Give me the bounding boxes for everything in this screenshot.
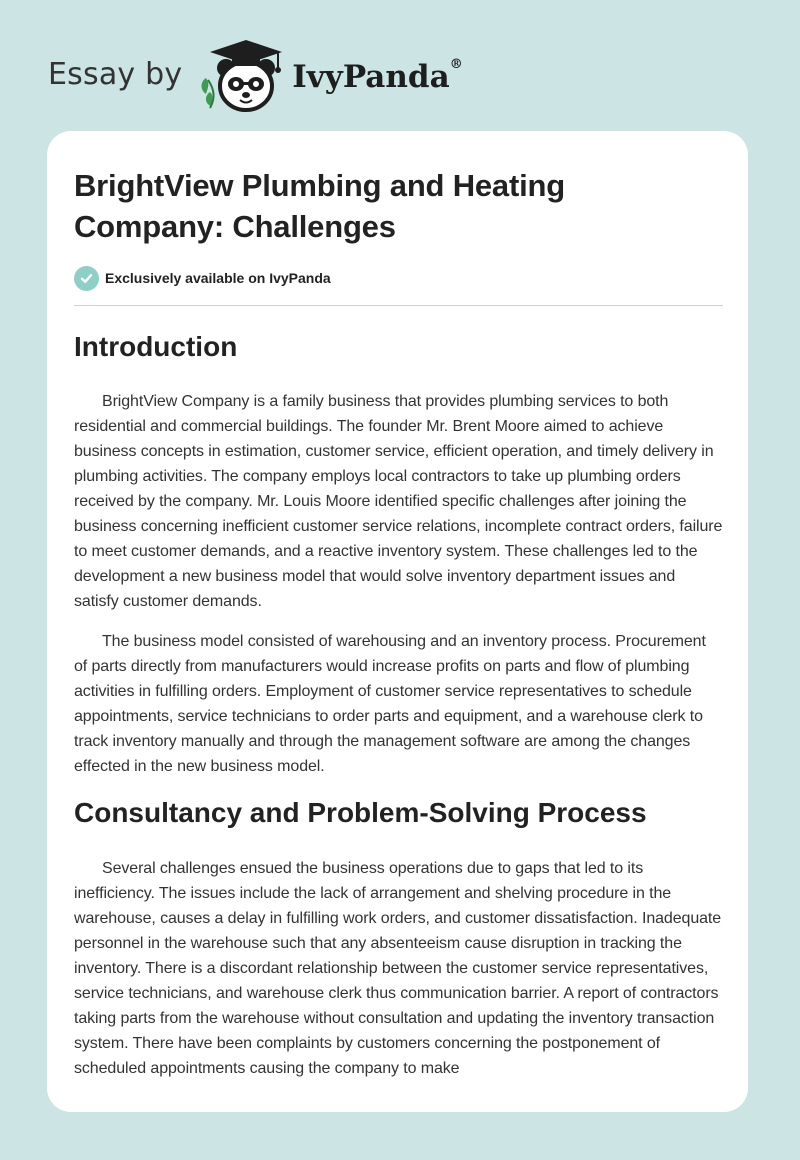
essay-by-label: Essay by [48,56,183,92]
section-heading-introduction: Introduction [74,331,238,362]
exclusive-badge [74,265,723,291]
paragraph: Several challenges ensued the business operations due to gaps that led to its inefficiency. The issues include the lack of arrangement and shelving procedure in the warehouse, causes a delay in fulfilling work orders, and customer dissatisfaction. Inadequate personnel in the warehouse such that any absenteeism cause disruption in tracking the inventory. There is a discordant relationship between the customer service representatives, service technicians, and warehouse clerk thus communication barrier. A report of contractors taking parts from the warehouse without consultation and updating the inventory transaction system. There have been complaints by customers concerning the postponement of scheduled appointments causing the company to make [74,860,722,1077]
essay-content [74,165,723,1081]
logo-name: IvyPanda [292,59,450,95]
paragraph: BrightView Company is a family business that provides plumbing services to both residential and commercial buildings. The founder Mr. Brent Moore aimed to achieve business concepts in estimation, customer service, efficient operation, and timely delivery in plumbing activities. The company employs local contractors to take up plumbing orders received by the company. Mr. Louis Moore identified specific challenges after joining the business concerning inefficient customer service relations, incomplete contract orders, failure to meet customer demands, and a reactive inventory system. These challenges led to the development a new business model that would solve inventory department issues and satisfy customer demands. [74,393,723,610]
check-circle-icon [74,266,99,291]
paragraph: The business model consisted of warehousing and an inventory process. Procurement of parts directly from manufacturers would increase profits on parts and flow of plumbing activities in fulfilling orders. Employment of customer service representatives to schedule appointments, service technicians to order parts and equipment, and a warehouse clerk to track inventory manually and through the management software are among the changes effected in the new business model. [74,633,706,775]
registered-mark: ® [449,56,463,72]
essay-title: BrightView Plumbing and Heating Company: Challenges [74,168,565,244]
title-divider [74,305,723,306]
site-header-brand[interactable] [48,34,463,114]
exclusive-label: Exclusively available on IvyPanda [105,270,331,286]
panda-graduate-icon [196,34,288,114]
section-heading-consultancy: Consultancy and Problem-Solving Process [74,797,647,828]
ivypanda-logo-text [292,56,463,95]
essay-card [47,131,748,1112]
